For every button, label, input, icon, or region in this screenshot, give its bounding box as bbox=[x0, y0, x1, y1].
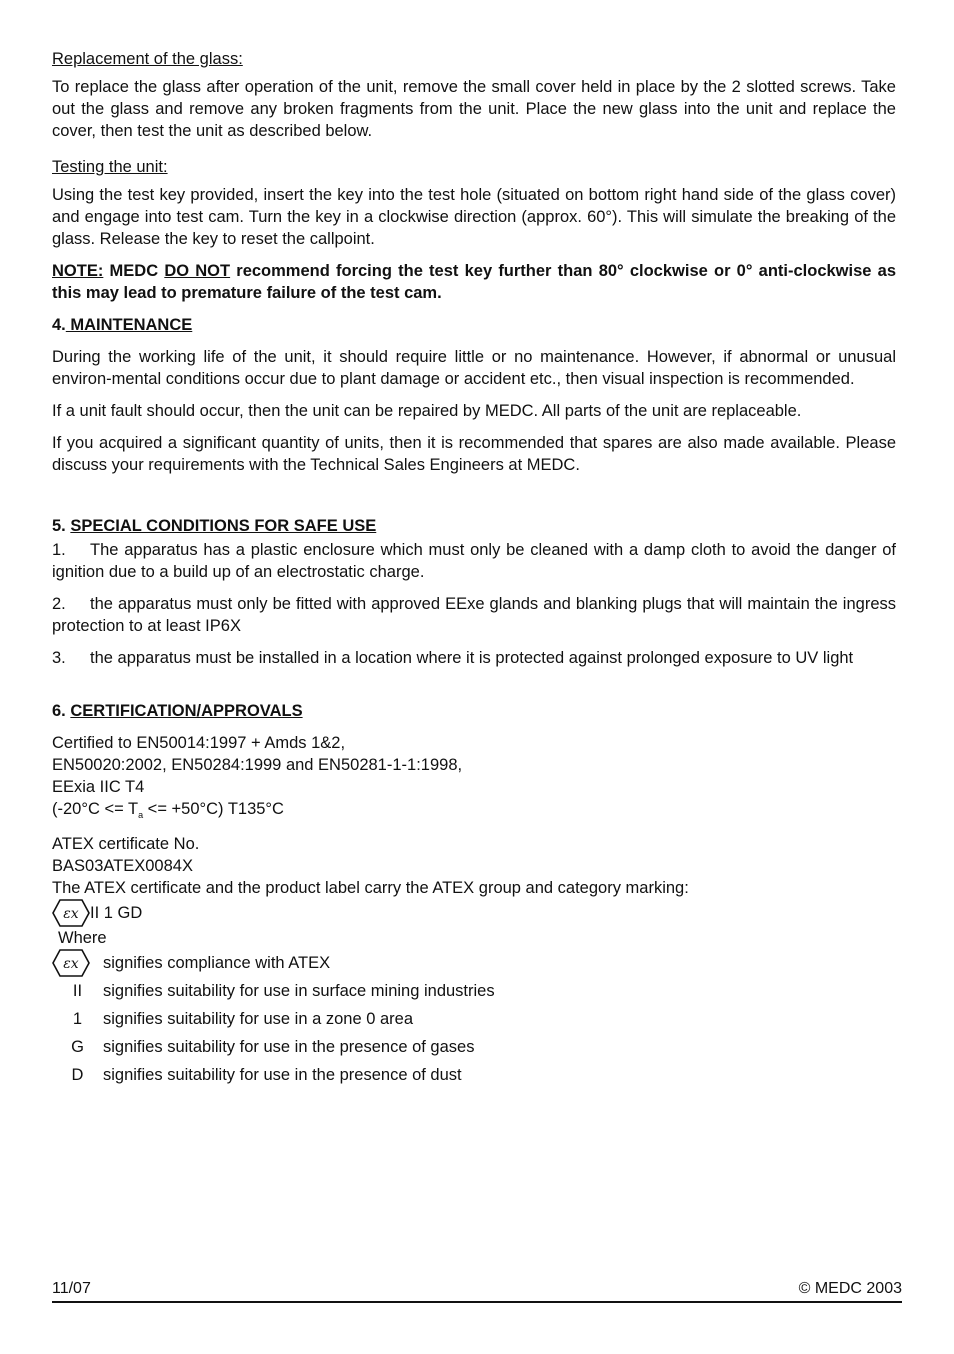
svg-text:εx: εx bbox=[63, 906, 79, 922]
certification-number: 6. bbox=[52, 702, 66, 720]
testing-heading: Testing the unit: bbox=[52, 158, 168, 176]
meaning-key: D bbox=[71, 1066, 84, 1084]
meaning-key bbox=[52, 949, 103, 977]
maintenance-heading bbox=[52, 314, 896, 336]
certification-heading bbox=[52, 700, 896, 722]
atex-ex-hexagon-icon bbox=[52, 949, 90, 977]
svg-text:εx: εx bbox=[63, 956, 79, 972]
meaning-key: G bbox=[71, 1038, 84, 1056]
meaning-text: signifies suitability for use in a zone 0 area bbox=[103, 1010, 414, 1028]
special-heading bbox=[52, 515, 896, 537]
special-item-text: the apparatus must only be fitted with approved EExe glands and blanking plugs that will maintain the ingress protection to at least IP6X bbox=[52, 595, 896, 635]
special-item-text: The apparatus has a plastic enclosure which must only be cleaned with a damp cloth to avoid the danger of ignition due to a build up of an electrostatic charge. bbox=[52, 541, 896, 581]
footer-copyright: © MEDC 2003 bbox=[798, 1280, 902, 1297]
special-title: SPECIAL CONDITIONS FOR SAFE USE bbox=[70, 517, 377, 535]
meaning-key: 1 bbox=[72, 1010, 83, 1028]
certification-standards bbox=[52, 732, 896, 820]
meaning-text: signifies suitability for use in the presence of gases bbox=[103, 1038, 475, 1056]
atex-certificate-number: BAS03ATEX0084X bbox=[52, 857, 193, 875]
meaning-row bbox=[52, 1005, 896, 1033]
glass-heading: Replacement of the glass: bbox=[52, 50, 243, 68]
meaning-row-ex bbox=[52, 949, 896, 977]
special-item-number: 3. bbox=[52, 649, 66, 667]
footer-date: 11/07 bbox=[52, 1280, 91, 1297]
special-item-2 bbox=[52, 593, 896, 637]
standards-line-1: Certified to EN50014:1997 + Amds 1&2, bbox=[52, 734, 346, 752]
meaning-key: II bbox=[72, 982, 83, 1000]
atex-certificate-label: ATEX certificate No. bbox=[52, 835, 200, 853]
document-page bbox=[52, 48, 896, 1089]
special-item-number: 2. bbox=[52, 595, 66, 613]
meaning-text: signifies suitability for use in the presence of dust bbox=[103, 1066, 462, 1084]
note-emphasis: DO NOT bbox=[164, 262, 231, 280]
atex-marking: II 1 GD bbox=[90, 904, 143, 922]
note-pre: MEDC bbox=[103, 262, 165, 280]
certification-title: CERTIFICATION/APPROVALS bbox=[70, 702, 303, 720]
testing-body: Using the test key provided, insert the key into the test hole (situated on bottom right hand side of the glass cover) and engage into test cam. Turn the key in a clockwise direction (approx. 60°). This will simulate the breaking of the glass. Release the key to reset the callpoint. bbox=[52, 186, 896, 248]
page-footer bbox=[52, 1279, 902, 1299]
special-item-text: the apparatus must be installed in a location where it is protected against prolonged exposure to UV light bbox=[90, 649, 854, 667]
meaning-text: signifies suitability for use in surface mining industries bbox=[103, 982, 495, 1000]
special-item-1 bbox=[52, 539, 896, 583]
atex-block bbox=[52, 833, 896, 899]
atex-marking-row bbox=[52, 899, 896, 927]
standards-line-2: EN50020:2002, EN50284:1999 and EN50281-1-1:1998, bbox=[52, 756, 463, 774]
maintenance-paragraph-1: During the working life of the unit, it should require little or no maintenance. However, if abnormal or unusual environ-mental conditions occur due to plant damage or accident etc., then visual inspection is recommended. bbox=[52, 348, 896, 388]
special-number: 5. bbox=[52, 517, 66, 535]
atex-ex-hexagon-icon bbox=[52, 899, 90, 927]
meaning-text: signifies compliance with ATEX bbox=[103, 954, 331, 972]
where-label: Where bbox=[58, 929, 107, 947]
maintenance-paragraph-2: If a unit fault should occur, then the unit can be repaired by MEDC. All parts of the unit are replaceable. bbox=[52, 402, 802, 420]
note-post: recommend forcing the test key further than 80° clockwise or 0° anti-clockwise as this may lead to premature failure of the test cam. bbox=[52, 262, 896, 302]
maintenance-title: MAINTENANCE bbox=[65, 316, 193, 334]
note-paragraph bbox=[52, 260, 896, 304]
temperature-range: $(-20^\circ C <= T_a <= +50^\circ C)$ T135°C bbox=[52, 800, 284, 820]
meaning-row bbox=[52, 1033, 896, 1061]
meaning-row bbox=[52, 1061, 896, 1089]
meaning-row bbox=[52, 977, 896, 1005]
maintenance-number: 4. bbox=[52, 316, 66, 334]
special-item-number: 1. bbox=[52, 541, 66, 559]
special-item-3 bbox=[52, 647, 896, 669]
standards-line-3: EExia IIC T4 bbox=[52, 778, 145, 796]
glass-body: To replace the glass after operation of the unit, remove the small cover held in place by the 2 slotted screws. Take out the glass and remove any broken fragments from the unit. Place the new glass into the unit and replace the cover, then test the unit as described below. bbox=[52, 78, 896, 140]
note-label: NOTE: bbox=[52, 262, 104, 280]
atex-description: The ATEX certificate and the product label carry the ATEX group and category marking: bbox=[52, 879, 689, 897]
footer-divider bbox=[52, 1301, 902, 1303]
maintenance-paragraph-3: If you acquired a significant quantity of units, then it is recommended that spares are also made available. Please discuss your requirements with the Technical Sales Engineers at MEDC. bbox=[52, 434, 896, 474]
